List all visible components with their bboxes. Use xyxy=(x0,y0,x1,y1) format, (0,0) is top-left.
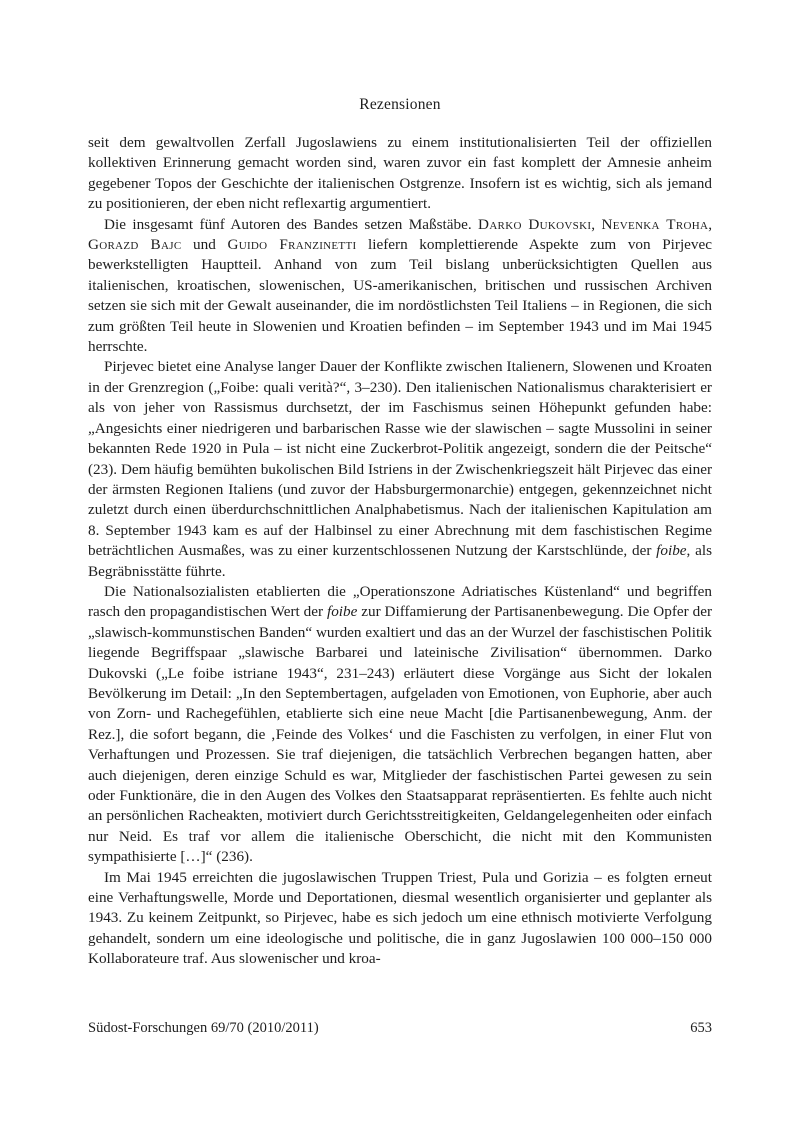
running-header: Rezensionen xyxy=(359,96,441,113)
italic-term: foibe xyxy=(656,542,687,560)
paragraph xyxy=(88,357,712,581)
text-segment: , xyxy=(591,215,602,233)
text-segment: zur Diffamierung der Partisanenbewegung. Die Opfer der „slawisch-kommunstischen Banden“ wurden exaltiert und das an der Wurzel der faschistischen Politik liegende Begriffspaar „slawische Barbarei und lateinische Zivilisation“ übernommen. Darko Dukovski („Le foibe istriane 1943“, 231–243) erläutert diese Vorgänge aus Sicht der lokalen Bevölkerung im Detail: „In den Septembertagen, aufgeladen von Emotionen, von Euphorie, aber auch von Zorn- und Rachegefühlen, etablierte sich eine neue Macht [die Partisanenbewegung, Anm. der Rez.], die sofort begann, die ‚Feinde des Volkes‘ und die Faschisten zu verfolgen, in einer Flut von Verhaftungen und Prozessen. Sie traf diejenigen, die tatsächlich Verbrechen begangen hatten, aber auch diejenigen, deren einzige Schuld es war, Mitglieder der faschistischen Partei gewesen zu sein oder Funktionäre, die in den Augen des Volkes den Staatsapparat repräsentierten. Es fehlte auch nicht an persönlichen Racheakten, motiviert durch Gerichtsstreitigkeiten, Geldangelegenheiten oder einfach nur Neid. Es traf vor allem die italienische Oberschicht, die nicht mit den Kommunisten sympathisierte […]“ (236). xyxy=(88,603,712,866)
page-number: 653 xyxy=(690,1020,712,1036)
author-name: Gorazd Bajc xyxy=(88,236,182,254)
paragraph xyxy=(88,582,712,868)
text-segment: und xyxy=(181,236,228,254)
text-segment: seit dem gewaltvollen Zerfall Jugoslawiens zu einem institutionalisierten Teil der offiziellen kollektiven Erinnerung gemacht worden sind, waren zuvor ein fast komplett der Amnesie anheim gegebener Topos der Geschichte der italienischen Ostgrenze. Insofern ist es wichtig, sich als jemand zu positionieren, der eben nicht reflexartig argumentiert. xyxy=(88,134,712,213)
paragraph xyxy=(88,215,712,358)
paragraph xyxy=(88,868,712,970)
text-segment: liefern komplettierende Aspekte zum von Pirjevec bewerkstelligten Hauptteil. Anhand von zum Teil bislang unberücksichtigten Quellen aus italienischen, kroatischen, slowenischen, US-amerikanischen, britischen und russischen Archiven setzen sie sich mit der Gewalt auseinander, die im nordöstlichsten Teil Italiens – in Regionen, die sich zum größten Teil heute in Slowenien und Kroatien befinden – im September 1943 und im Mai 1945 herrschte. xyxy=(88,236,712,356)
author-name: Guido Franzinetti xyxy=(227,236,357,254)
text-segment: Die insgesamt fünf Autoren des Bandes setzen Maßstäbe. xyxy=(104,215,479,233)
text-segment: , xyxy=(708,215,712,233)
paragraph xyxy=(88,133,712,215)
text-segment: Pirjevec bietet eine Analyse langer Dauer der Konflikte zwischen Italienern, Slowenen und Kroaten in der Grenzregion („Foibe: quali verità?“, 3–230). Den italienischen Nationalismus charakterisiert er als von jeher von Rassismus durchsetzt, der im Faschismus seinen Höhepunkt gefunden habe: „Angesichts einer niedrigeren und barbarischen Rasse wie der slawischen – sagte Mussolini in seiner bekannten Rede 1920 in Pula – ist nicht eine Zuckerbrot-Politik angezeigt, sondern die der Peitsche“ (23). Dem häufig bemühten bukolischen Bild Istriens in der Zwischenkriegszeit hält Pirjevec das einer der ärmsten Regionen Italiens (und zuvor der Habsburgermonarchie) entgegen, gekennzeichnet nicht zuletzt durch einen überdurchschnittlichen Analphabetismus. Nach der italienischen Kapitulation am 8. September 1943 kam es auf der Halbinsel zu einer Abrechnung mit dem faschistischen Regime beträchtlichen Ausmaßes, was zu einer kurzentschlossenen Nutzung der Karstschlünde, der xyxy=(88,358,712,560)
text-segment: , als Begräbnisstätte führte. xyxy=(88,542,712,580)
text-segment: Die Nationalsozialisten etablierten die „Operationszone Adriatisches Küstenland“ und begriffen rasch den propagandistischen Wert der xyxy=(88,582,712,621)
journal-citation: Südost-Forschungen 69/70 (2010/2011) xyxy=(88,1020,319,1036)
author-name: Nevenka Troha xyxy=(601,215,709,233)
italic-term: foibe xyxy=(326,603,358,621)
author-name: Darko Dukovski xyxy=(478,215,592,233)
review-body-text xyxy=(88,133,712,970)
text-segment: Im Mai 1945 erreichten die jugoslawischen Truppen Triest, Pula und Gorizia – es folgten erneut eine Verhaftungswelle, Morde und Deportationen, diesmal wesentlich organisierter und geplanter als 1943. Zu keinem Zeitpunkt, so Pirjevec, habe es sich jedoch um eine ethnisch motivierte Verfolgung gehandelt, sondern um eine ideologische und politische, die in ganz Jugoslawien 100 000–150 000 Kollaborateure traf. Aus slowenischer und kroa- xyxy=(88,868,712,968)
